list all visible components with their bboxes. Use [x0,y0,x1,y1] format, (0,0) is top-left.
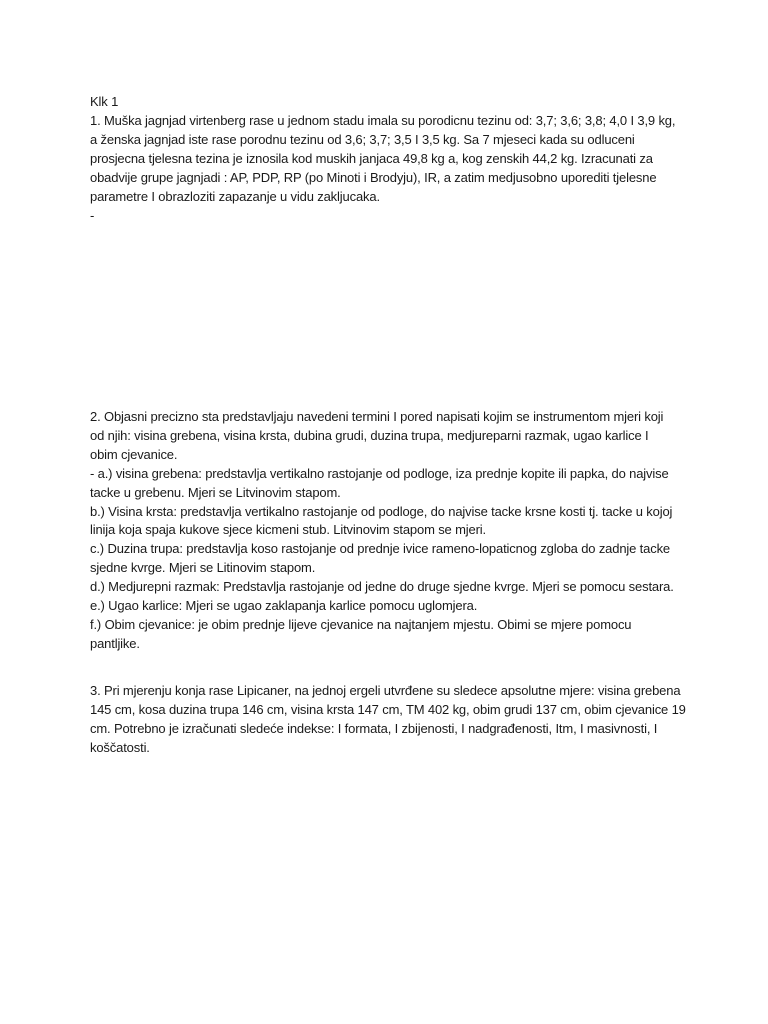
question-3 [90,682,690,758]
answer-b-line: b.) Visina krsta: predstavlja vertikalno rastojanje od podloge, do najvise tacke krsne kosti tj. tacke u kojoj [90,503,673,519]
question-3-line: cm. Potrebno je izračunati sledeće indekse: I formata, I zbijenosti, I nadgrađenosti, Itm, I masivnosti, I [90,720,658,736]
answer-c-line: sjedne kvrge. Mjeri se Litinovim stapom. [90,560,316,576]
answer-c-line: c.) Duzina trupa: predstavlja koso rastojanje od prednje ivice rameno-lopaticnog zgloba do zadnje tacke [90,541,671,557]
question-1 [90,112,690,225]
answer-b-line: linija koja spaja kukove sjece kicmeni stub. Litvinovim stapom se mjeri. [90,522,486,538]
document-title: Klk 1 [90,94,119,109]
document-title-block [90,93,690,112]
question-1-line: obadvije grupe jagnjadi : AP, PDP, RP (po Minoti i Brodyju), IR, a zatim medjusobno uporediti tjelesne [90,169,657,185]
answer-a-line: - a.) visina grebena: predstavlja vertikalno rastojanje od podloge, iza prednje kopite ili papka, do najvise [90,465,669,481]
question-2-line: 2. Objasni precizno sta predstavljaju navedeni termini I pored napisati kojim se instrumentom mjeri koji [90,409,664,424]
answer-f-line: f.) Obim cjevanice: je obim prednje lijeve cjevanice na najtanjem mjestu. Obimi se mjere pomocu [90,616,632,632]
question-3-line: 3. Pri mjerenju konja rase Lipicaner, na jednoj ergeli utvrđene su sledece apsolutne mjere: visina grebena [90,683,681,698]
answer-f-line: pantljike. [90,635,140,651]
answer-e-line: e.) Ugao karlice: Mjeri se ugao zaklapanja karlice pomocu uglomjera. [90,598,478,614]
question-1-dash: - [90,207,95,223]
question-2 [90,408,690,654]
question-3-line: koščatosti. [90,739,150,755]
answer-a-line: tacke u grebenu. Mjeri se Litvinovim stapom. [90,484,341,500]
question-1-line: parametre I obrazloziti zapazanje u vidu zakljucaka. [90,188,380,204]
question-3-line: 145 cm, kosa duzina trupa 146 cm, visina krsta 147 cm, TM 402 kg, obim grudi 137 cm, obim cjevanice 19 [90,701,686,717]
question-1-line: a ženska jagnjad iste rase porodnu tezinu od 3,6; 3,7; 3,5 I 3,5 kg. Sa 7 mjeseci kada su odluceni [90,131,635,147]
question-2-line: od njih: visina grebena, visina krsta, dubina grudi, duzina trupa, medjureparni razmak, ugao karlice I [90,427,649,443]
question-1-line: 1. Muška jagnjad virtenberg rase u jednom stadu imala su porodicnu tezinu od: 3,7; 3,6; 3,8; 4,0 I 3,9 kg, [90,113,676,128]
answer-d-line: d.) Medjurepni razmak: Predstavlja rastojanje od jedne do druge sjedne kvrge. Mjeri se pomocu sestara. [90,579,674,595]
question-2-line: obim cjevanice. [90,446,178,462]
question-1-line: prosjecna tjelesna tezina je iznosila kod muskih janjaca 49,8 kg a, kog zenskih 44,2 kg. Izracunati za [90,150,653,166]
